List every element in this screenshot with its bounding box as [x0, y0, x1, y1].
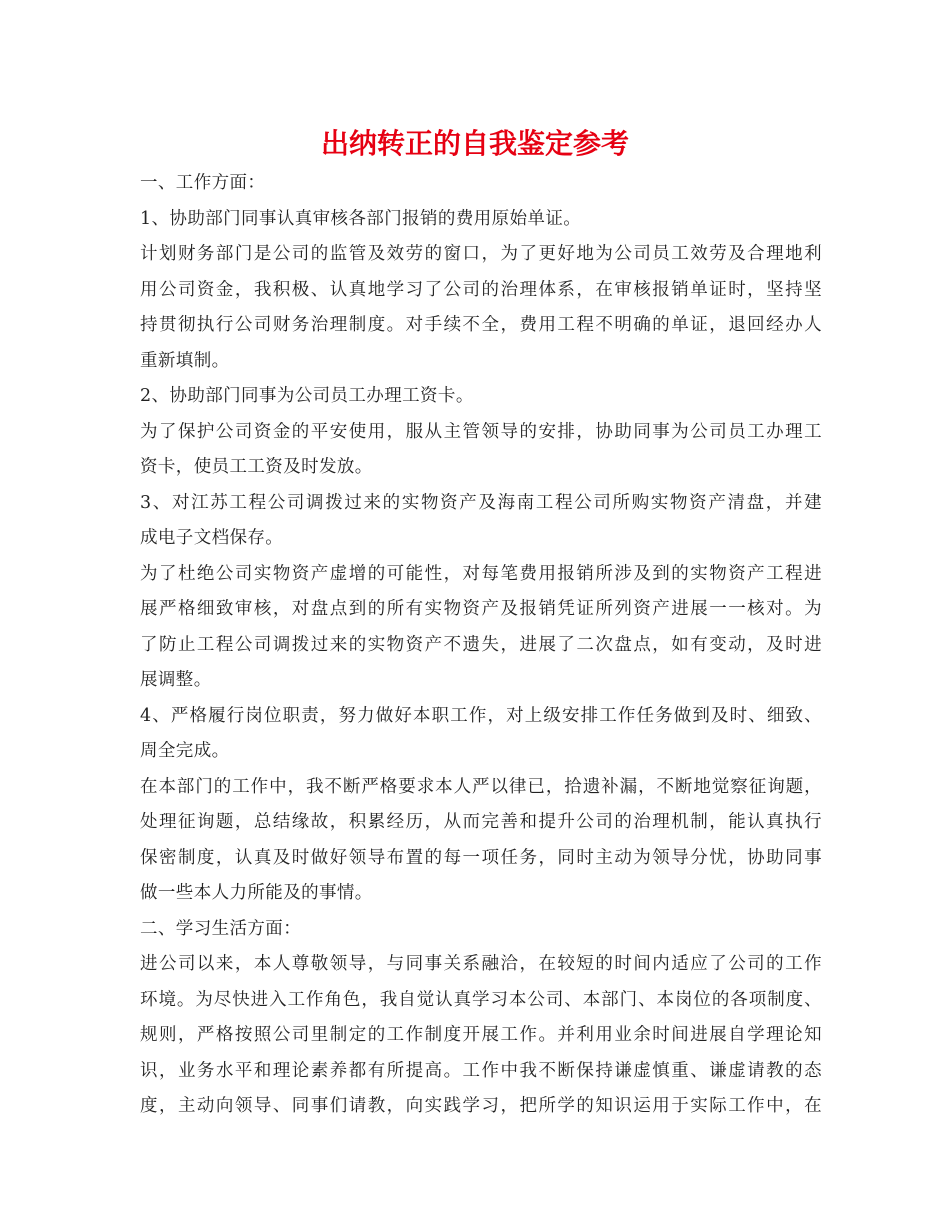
body-line: 了防止工程公司调拨过来的实物资产不遗失，进展了二次盘点，如有变动，及时进	[140, 634, 822, 655]
body-line: 3、对江苏工程公司调拨过来的实物资产及海南工程公司所购实物资产清盘，并建	[140, 492, 822, 513]
body-line: 保密制度，认真及时做好领导布置的每一项任务，同时主动为领导分忧，协助同事	[140, 847, 822, 868]
body-line: 处理征询题，总结缘故，积累经历，从而完善和提升公司的治理机制，能认真执行	[140, 812, 822, 832]
body-line: 做一些本人力所能及的事情。	[140, 883, 373, 903]
document-body	[140, 166, 822, 1125]
body-line: 环境。为尽快进入工作角色，我自觉认真学习本公司、本部门、本岗位的各项制度、	[140, 989, 822, 1010]
body-line: 一、工作方面：	[140, 173, 266, 193]
body-line: 度，主动向领导、同事们请教，向实践学习，把所学的知识运用于实际工作中，在	[140, 1096, 822, 1116]
body-line: 用公司资金，我积极、认真地学习了公司的治理体系，在审核报销单证时，坚持坚	[140, 279, 822, 300]
body-line: 展调整。	[140, 670, 212, 690]
body-line: 4、严格履行岗位职责，努力做好本职工作，对上级安排工作任务做到及时、细致、	[140, 705, 822, 726]
body-line: 重新填制。	[140, 350, 230, 371]
body-line: 2、协助部门同事为公司员工办理工资卡。	[140, 386, 474, 406]
body-line: 识，业务水平和理论素养都有所提高。工作中我不断保持谦虚慎重、谦虚请教的态	[140, 1060, 822, 1081]
document-title: 出纳转正的自我鉴定参考	[320, 127, 629, 160]
body-line: 成电子文档保存。	[140, 528, 284, 548]
body-line: 资卡，使员工工资及时发放。	[140, 457, 373, 477]
body-line: 1、协助部门同事认真审核各部门报销的费用原始单证。	[140, 208, 582, 229]
body-line: 进公司以来，本人尊敬领导，与同事关系融洽，在较短的时间内适应了公司的工作	[140, 954, 822, 974]
body-line: 为了杜绝公司实物资产虚增的可能性，对每笔费用报销所涉及到的实物资产工程进	[140, 563, 822, 584]
body-line: 展严格细致审核，对盘点到的所有实物资产及报销凭证所列资产进展一一核对。为	[140, 599, 822, 619]
body-line: 规则，严格按照公司里制定的工作制度开展工作。并利用业余时间进展自学理论知	[140, 1025, 822, 1045]
body-line: 周全完成。	[140, 741, 230, 761]
body-line: 计划财务部门是公司的监管及效劳的窗口，为了更好地为公司员工效劳及合理地利	[140, 244, 822, 264]
body-line: 为了保护公司资金的平安使用，服从主管领导的安排，协助同事为公司员工办理工	[140, 421, 822, 442]
body-line: 持贯彻执行公司财务治理制度。对手续不全，费用工程不明确的单证，退回经办人	[140, 315, 822, 335]
body-line: 二、学习生活方面：	[140, 918, 302, 939]
body-line: 在本部门的工作中，我不断严格要求本人严以律已，拾遗补漏，不断地觉察征询题，	[140, 776, 822, 797]
